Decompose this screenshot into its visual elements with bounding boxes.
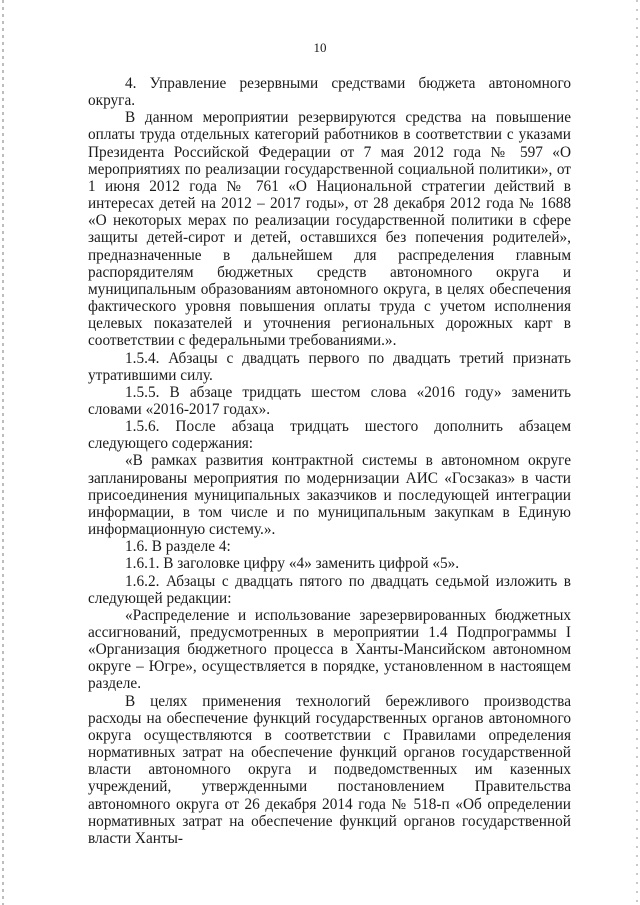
paragraph: 1.5.6. После абзаца тридцать шестого дополнить абзацем следующего содержания: (88, 418, 571, 453)
paragraph: В данном мероприятии резервируются средства на повышение оплаты труда отдельных категорий работников в соответствии с указами Президента Российской Федерации от 7 мая 2012 года № 597 «О мероприятиях по реализации государственной социальной политики», от 1 июня 2012 года № 761 «О Национальной стратегии действий в интересах детей на 2012 – 2017 годы», от 28 декабря 2012 года № 1688 «О некоторых мерах по реализации государственной политики в сфере защиты детей-сирот и детей, оставшихся без попечения родителей», предназначенные в дальнейшем для распределения главным распорядителям бюджетных средств автономного округа и муниципальным образованиям автономного округа, в целях обеспечения фактического уровня повышения оплаты труда с учетом исполнения целевых показателей и уточнения региональных дорожных карт в соответствии с федеральными требованиями.». (88, 109, 571, 350)
scan-edge-right (636, 0, 638, 905)
page-number: 10 (313, 40, 327, 55)
paragraph: «Распределение и использование зарезервированных бюджетных ассигнований, предусмотренных в мероприятии 1.4 Подпрограммы I «Организация бюджетного процесса в Ханты-Мансийском автономном округе – Югре», осуществляется в порядке, установленном в настоящем разделе. (88, 606, 571, 693)
paragraph: «В рамках развития контрактной системы в автономном округе запланированы мероприятия по модернизации АИС «Госзаказ» в части присоединения муниципальных заказчиков и последующей интеграции информации, в том числе и по муниципальным закупкам в Единую информационную систему.». (88, 452, 571, 539)
paragraph: 1.6.1. В заголовке цифру «4» заменить цифрой «5». (125, 555, 460, 573)
document-body (88, 75, 571, 847)
paragraph: 1.6.2. Абзацы с двадцать пятого по двадцать седьмой изложить в следующей редакции: (88, 572, 571, 607)
paragraph: В целях применения технологий бережливого производства расходы на обеспечение функций государственных органов автономного округа осуществляются в соответствии с Правилами определения нормативных затрат на обеспечение функций органов государственной власти автономного округа и подведомственных им казенных учреждений, утвержденными постановлением Правительства автономного округа от 26 декабря 2014 года № 518-п «Об определении нормативных затрат на обеспечение функций органов государственной власти Ханты- (88, 692, 571, 847)
paragraph: 1.5.4. Абзацы с двадцать первого по двадцать третий признать утратившими силу. (88, 349, 571, 384)
paragraph: 1.6. В разделе 4: (125, 538, 231, 556)
section-heading: 4. Управление резервными средствами бюджета автономного округа. (88, 75, 571, 110)
scan-edge-left (2, 0, 4, 905)
paragraph: 1.5.5. В абзаце тридцать шестом слова «2016 году» заменить словами «2016-2017 годах». (88, 383, 571, 418)
